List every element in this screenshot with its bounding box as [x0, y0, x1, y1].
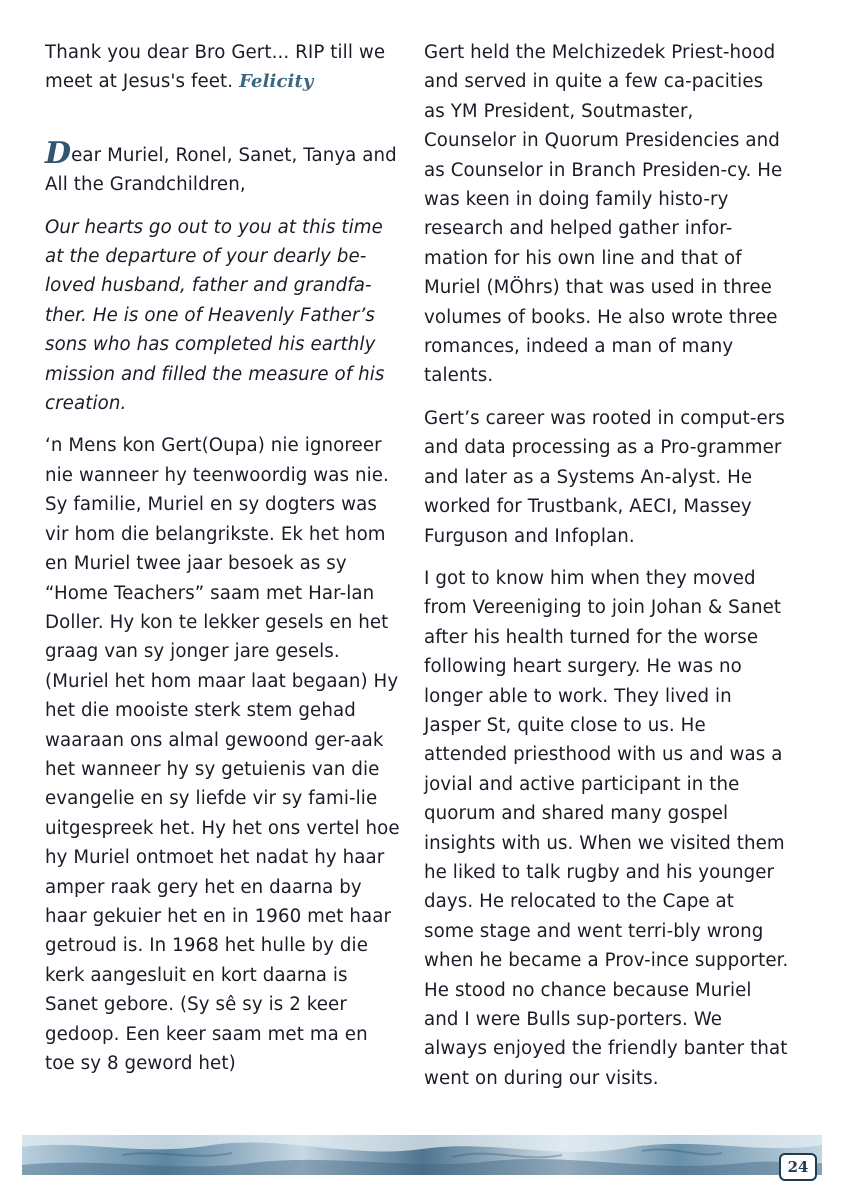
spacer [45, 110, 400, 139]
afrikaans-paragraph: ‘n Mens kon Gert(Oupa) nie ignoreer nie wanneer hy teenwoordig was nie. Sy familie, Muriel en sy dogters was vir hom die belangrikste. Ek het hom en Muriel twee jaar besoek as sy “Home Teachers” saam met Har-lan Doller. Hy kon te lekker gesels en het graag van sy jonger jare gesels. (Muriel het hom maar laat begaan) Hy het die mooiste sterk stem gehad waaraan ons almal gewoond ger-aak het wanneer hy sy getuienis van die evangelie en sy liefde vir sy fami-lie uitgespreek het. Hy het ons vertel hoe hy Muriel ontmoet het nadat hy haar amper raak gery het en daarna by haar gekuier het en in 1960 met haar getroud is. In 1968 het hulle by die kerk aangesluit en kort daarna is Sanet gebore. (Sy sê sy is 2 keer gedoop. Een keer saam met ma en toe sy 8 geword het) [45, 435, 400, 1074]
right-column [424, 38, 789, 1106]
page-number-box [779, 1153, 817, 1181]
greeting-paragraph [45, 135, 400, 200]
friendship-paragraph: I got to know him when they moved from Vereeniging to join Johan & Sanet after his health turned for the worse following heart surgery. He was no longer able to work. They lived in Jasper St, quite close to us. He attended priesthood with us and was a jovial and active participant in the quorum and shared many gospel insights with us. When we visited them he liked to talk rugby and his younger days. He relocated to the Cape at some stage and went terri-bly wrong when he became a Prov-ince supporter. He stood no chance because Muriel and I were Bulls sup-porters. We always enjoyed the friendly banter that went on during our visits. [424, 567, 789, 1089]
thanks-paragraph [45, 38, 400, 97]
signature-felicity: Felicity [239, 71, 314, 93]
priesthood-paragraph: Gert held the Melchizedek Priest-hood and served in quite a few ca-pacities as YM President, Soutmaster, Counselor in Quorum Presidencies and as Counselor in Branch Presiden-cy. He was keen in doing family histo-ry research and helped gather infor-mation for his own line and that of Muriel (MÖhrs) that was used in three volumes of books. He also wrote three romances, indeed a man of many talents. [424, 42, 783, 387]
thanks-text: Thank you dear Bro Gert... RIP till we meet at Jesus's feet. [45, 42, 386, 93]
left-column [45, 38, 400, 1091]
footer-watercolor-band [22, 1135, 822, 1175]
condolence-paragraph: Our hearts go out to you at this time at the departure of your dearly be-loved husband, father and grandfa-ther. He is one of Heavenly Father’s sons who has completed his earthly mission and filled the measure of his creation. [45, 216, 385, 415]
drop-cap: D [45, 135, 72, 171]
page-number: 24 [787, 1158, 809, 1176]
career-paragraph: Gert’s career was rooted in comput-ers and data processing as a Pro-grammer and later as a Systems An-alyst. He worked for Trustbank, AECI, Massey Furguson and Infoplan. [424, 407, 785, 547]
greeting-text: ear Muriel, Ronel, Sanet, Tanya and All the Grandchildren, [45, 144, 397, 196]
